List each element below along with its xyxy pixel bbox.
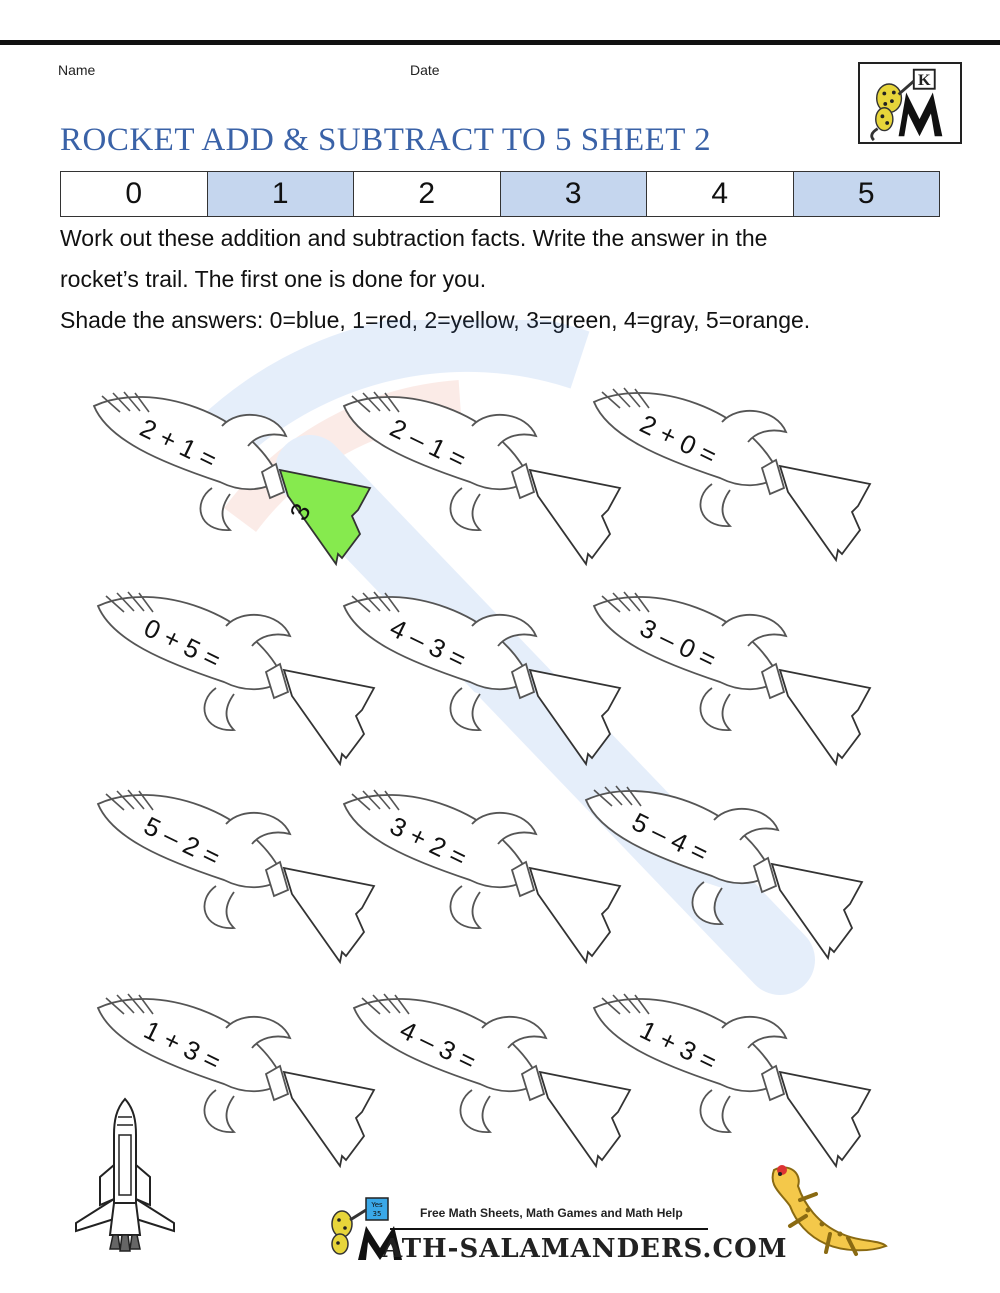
number-line-cell: 1	[208, 172, 355, 216]
number-line-cell: 3	[501, 172, 648, 216]
rocket-equation: 2 + 1 =	[135, 412, 222, 475]
rocket-3	[580, 380, 880, 580]
rocket-equation: 3 – 0 =	[635, 612, 721, 675]
rocket-equation: 1 + 3 =	[635, 1014, 722, 1077]
instructions-line-1: Work out these addition and subtraction facts. Write the answer in the	[60, 225, 768, 251]
rocket-trail[interactable]	[780, 466, 870, 560]
rocket-equation: 5 – 4 =	[627, 806, 713, 869]
number-line	[60, 171, 940, 217]
rocket-equation: 0 + 5 =	[139, 612, 226, 675]
date-label: Date	[410, 62, 440, 78]
rocket-9	[572, 778, 872, 978]
rocket-equation: 5 – 2 =	[139, 810, 225, 873]
svg-text:35: 35	[372, 1210, 382, 1218]
rocket-equation: 4 – 3 =	[395, 1014, 481, 1077]
number-line-cell: 4	[647, 172, 794, 216]
top-rule	[0, 40, 1000, 45]
rocket-equation: 4 – 3 =	[385, 612, 471, 675]
svg-text:Yes: Yes	[371, 1201, 383, 1209]
number-line-cell: 2	[354, 172, 501, 216]
rocket-answer: 3	[283, 498, 317, 526]
rocket-equation: 3 + 2 =	[385, 810, 472, 873]
svg-text:K: K	[917, 71, 931, 89]
rocket-equation: 1 + 3 =	[139, 1014, 226, 1077]
instructions-line-3: Shade the answers: 0=blue, 1=red, 2=yellow, 3=green, 4=gray, 5=orange.	[60, 307, 811, 333]
rocket-equation: 2 + 0 =	[635, 408, 722, 471]
name-label: Name	[58, 62, 96, 78]
rocket-6	[580, 584, 880, 784]
number-line-cell: 0	[61, 172, 208, 216]
rocket-equation: 2 – 1 =	[385, 412, 471, 475]
footer-tagline: Free Math Sheets, Math Games and Math Help	[420, 1206, 683, 1220]
math-salamanders-logo	[858, 62, 962, 144]
rocket-trail[interactable]	[772, 864, 862, 958]
number-line-cell: 5	[794, 172, 940, 216]
space-shuttle-icon	[70, 1095, 180, 1255]
instructions-line-2: rocket’s trail. The first one is done for you.	[60, 266, 487, 292]
rocket-12	[580, 986, 880, 1186]
footer-brand: ATH-SALAMANDERS.COM	[382, 1234, 788, 1264]
rocket-trail[interactable]	[780, 670, 870, 764]
footer-rule	[390, 1228, 708, 1230]
rocket-trail[interactable]	[780, 1072, 870, 1166]
page-title: ROCKET ADD & SUBTRACT TO 5 SHEET 2	[60, 122, 712, 158]
